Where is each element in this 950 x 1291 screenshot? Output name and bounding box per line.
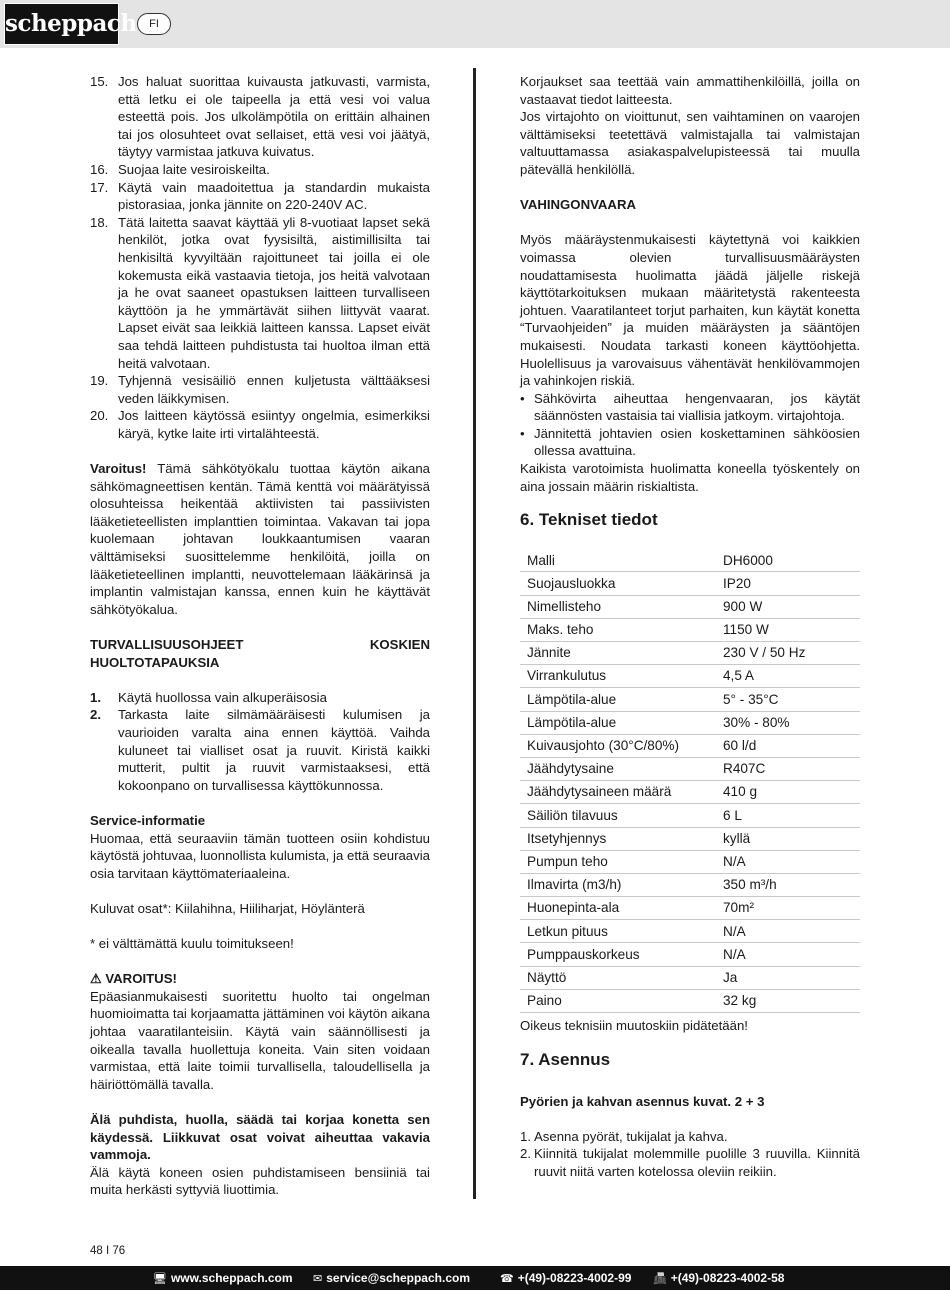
list-item: • Jännitettä johtavien osien koskettaminen sähköosien ollessa avattuina.	[520, 425, 860, 460]
spec-label: Jännite	[520, 642, 716, 665]
table-row	[520, 549, 860, 572]
warning-triangle-icon: ⚠	[90, 971, 102, 987]
list-text: Jos laitteen käytössä esiintyy ongelmia, esimerkiksi käryä, kytke laite irti virtalähteestä.	[118, 408, 430, 441]
list-number: 17.	[90, 179, 109, 195]
spec-label: Itsetyhjennys	[520, 827, 716, 850]
spec-label: Malli	[520, 549, 716, 572]
list-text: Kiinnitä tukijalat molemmille puolille 3 ruuvilla. Kiinnitä ruuvit niitä varten kotelossa oleviin reikiin.	[534, 1146, 860, 1179]
list-text: Käytä vain maadoitettua ja standardin mukaista pistorasiaa, jonka jännite on 220-240V AC.	[118, 179, 430, 213]
phone-icon: ☎	[500, 1273, 514, 1285]
spec-label: Virrankulutus	[520, 665, 716, 688]
repair-text: Korjaukset saa teettää vain ammattihenkilöillä, joilla on vastaavat tiedot laitteesta.	[520, 74, 860, 107]
footer-fax[interactable]	[653, 1266, 784, 1291]
spec-value: 30% - 80%	[716, 711, 860, 734]
table-row	[520, 572, 860, 595]
spec-label: Paino	[520, 989, 716, 1012]
table-row	[520, 873, 860, 896]
footer-email-text: service@scheppach.com	[326, 1271, 470, 1285]
spec-value: N/A	[716, 920, 860, 943]
service-info-heading: Service-informatie	[90, 812, 206, 828]
list-item	[520, 1145, 860, 1180]
spec-label: Ilmavirta (m3/h)	[520, 873, 716, 896]
footer-web[interactable]	[153, 1266, 293, 1291]
spec-label: Maks. teho	[520, 618, 716, 641]
footer-fax-text: +(49)-08223-4002-58	[670, 1271, 785, 1285]
spec-value: IP20	[716, 572, 860, 595]
warning2-heading-text: VAROITUS!	[105, 971, 177, 987]
table-row	[520, 711, 860, 734]
spec-label: Nimellisteho	[520, 595, 716, 618]
table-row	[520, 804, 860, 827]
list-number: 1.	[90, 689, 101, 705]
spec-value: 900 W	[716, 595, 860, 618]
table-row	[520, 920, 860, 943]
right-column	[520, 73, 860, 1181]
table-row	[520, 642, 860, 665]
list-item	[520, 1128, 860, 1146]
cord-text: Jos virtajohto on vioittunut, sen vaihtaminen on vaarojen välttämiseksi teetettävä valmistajalla tai valmistajan valtuuttamassa asiakaspalvelupisteessä tai muulla pätevällä henkilöllä.	[520, 109, 860, 177]
spec-label: Säiliön tilavuus	[520, 804, 716, 827]
tech-note: Oikeus teknisiin muutoskiin pidätetään!	[520, 1018, 748, 1033]
spec-value: DH6000	[716, 549, 860, 572]
spec-value: N/A	[716, 850, 860, 873]
list-number: 2.	[90, 707, 101, 723]
table-row	[520, 897, 860, 920]
table-row	[520, 966, 860, 989]
service-list	[90, 689, 430, 795]
list-item	[90, 689, 430, 707]
service-safety-heading: TURVALLISUUSOHJEET KOSKIEN HUOLTOTAPAUKSIA	[90, 637, 430, 670]
bold-warning: Älä puhdista, huolla, säädä tai korjaa konetta sen käydessä. Liikkuvat osat voivat aiheuttaa vakavia vammoja.	[90, 1112, 430, 1163]
spec-value: Ja	[716, 966, 860, 989]
list-text: Jos haluat suorittaa kuivausta jatkuvasti, varmista, että letku ei ole taipeella ja että vesi voi valua esteettä pois. Jos ulkolämpötila on erittäin alhainen tai jos olosuhteet ovat sellaiset, että vesi voi jäätyä, täytyy varmistaa jatkuva kuivatus.	[118, 74, 430, 160]
list-number: 19.	[90, 373, 109, 389]
spec-value: 5° - 35°C	[716, 688, 860, 711]
warning-label: Varoitus!	[90, 461, 147, 477]
spec-label: Pumpun teho	[520, 850, 716, 873]
page-footer	[0, 1266, 950, 1290]
page-header	[0, 0, 950, 48]
table-row	[520, 665, 860, 688]
page-number: 48 I 76	[90, 1245, 126, 1257]
list-item	[90, 179, 430, 214]
spec-value: 350 m³/h	[716, 873, 860, 896]
spec-value: 230 V / 50 Hz	[716, 642, 860, 665]
table-row	[520, 757, 860, 780]
table-row	[520, 688, 860, 711]
table-row	[520, 618, 860, 641]
spec-value: kyllä	[716, 827, 860, 850]
footer-phone[interactable]	[500, 1266, 631, 1291]
footer-web-text: www.scheppach.com	[170, 1271, 293, 1285]
wear-parts: Kuluvat osat*: Kiilahihna, Hiiliharjat, Höylänterä	[90, 900, 365, 916]
footnote: * ei välttämättä kuulu toimitukseen!	[90, 936, 294, 952]
list-number: 20.	[90, 408, 109, 424]
petrol-warning: Älä käytä koneen osien puhdistamiseen bensiiniä tai muita herkästi syttyviä liuottimia.	[90, 1164, 430, 1198]
table-row	[520, 850, 860, 873]
assembly-steps	[520, 1128, 860, 1181]
spec-label: Letkun pituus	[520, 920, 716, 943]
list-number: 1.	[520, 1128, 531, 1144]
list-number: 18.	[90, 214, 109, 230]
table-row	[520, 595, 860, 618]
tech-table	[520, 549, 860, 1013]
spec-value: 70m²	[716, 897, 860, 920]
warning-text: Tämä sähkötyökalu tuottaa käytön aikana sähkömagneettisen kentän. Tämä kenttä voi määrätyissä olosuhteissa heikentää aktiivisten tai passiivisten lääketieteellisten implanttien toimintaa. Vakavan tai jopa kuolemaan johtavan loukkaantumisen vaaran välttämiseksi suosittelemme henkilöitä, joilla on lääketieteellinen implantti, neuvottelemaan lääkärinsä ja implantin valmistajan kanssa, ennen kuin he käyttävät sähkötyökalua.	[90, 461, 430, 617]
list-item	[90, 372, 430, 407]
spec-value: 32 kg	[716, 989, 860, 1012]
emf-warning	[90, 460, 430, 618]
spec-label: Pumppauskorkeus	[520, 943, 716, 966]
spec-value: 6 L	[716, 804, 860, 827]
warning2-text: Epäasianmukaisesti suoritettu huolto tai ongelman huomioimatta tai korjaamatta jättäminen voi käytön aikana johtaa vaaratilanteisiin. Käytä vain säännöllisesti ja oikealla tavalla huollettuja koneita. Vain siten voidaan varmistaa, että laite toimii turvallisella, taloudellisella ja häiriöttömällä tavalla.	[90, 988, 430, 1092]
language-badge: FI	[137, 13, 171, 35]
envelope-icon: ✉	[313, 1273, 323, 1285]
list-text: Tätä laitetta saavat käyttää yli 8-vuotiaat lapset sekä henkilöt, jotka ovat fyysisiltä, aistimillisilta tai henkisiltä kyvyiltään rajoittuneet tai joilla ei ole kokemusta eikä vastaavia tietoja, jos heitä valvotaan ja he ovat saaneet opastuksen laitteen turvalliseen käyttöön ja he ymmärtävät siihen liittyvät vaarat. Lapset eivät saa leikkiä laitteen kanssa. Lapset eivät saa tehdä laitteen puhdistusta tai huoltoa ilman että heitä valvotaan.	[118, 214, 430, 371]
left-column	[90, 73, 430, 1199]
list-number: 2.	[520, 1146, 531, 1162]
fax-icon: 📠	[653, 1273, 667, 1285]
table-row	[520, 989, 860, 1012]
list-item	[90, 161, 430, 179]
spec-label: Lämpötila-alue	[520, 688, 716, 711]
spec-value: 1150 W	[716, 618, 860, 641]
danger-heading: VAHINGONVAARA	[520, 197, 637, 213]
spec-value: R407C	[716, 757, 860, 780]
danger-bullets	[520, 390, 860, 460]
warning2-heading	[90, 970, 430, 988]
assembly-heading: 7. Asennus	[520, 1049, 611, 1069]
footer-email[interactable]	[313, 1266, 470, 1291]
table-row	[520, 943, 860, 966]
table-row	[520, 781, 860, 804]
footer-phone-text: +(49)-08223-4002-99	[517, 1271, 632, 1285]
service-info-text: Huomaa, että seuraaviin tämän tuotteen osiin kohdistuu käytöstä johtuvaa, luonnollista kulumista, ja että seuraavia osia tarvitaan käyttömateriaaleina.	[90, 830, 430, 881]
spec-label: Näyttö	[520, 966, 716, 989]
list-item	[90, 407, 430, 442]
list-item: • Sähkövirta aiheuttaa hengenvaaran, jos käytät säännösten vastaisia tai viallisia jatkoym. virtajohtoja.	[520, 390, 860, 425]
spec-label: Suojausluokka	[520, 572, 716, 595]
table-row	[520, 734, 860, 757]
wheels-heading: Pyörien ja kahvan asennus kuvat. 2 + 3	[520, 1093, 765, 1109]
spec-value: 60 l/d	[716, 734, 860, 757]
spec-value: N/A	[716, 943, 860, 966]
table-row	[520, 827, 860, 850]
list-text: Käytä huollossa vain alkuperäisosia	[118, 689, 327, 705]
brand-logo: scheppach	[4, 3, 119, 45]
list-text: Tyhjennä vesisäiliö ennen kuljetusta välttääksesi veden läikkymisen.	[118, 373, 430, 406]
spec-label: Huonepinta-ala	[520, 897, 716, 920]
tech-heading: 6. Tekniset tiedot	[520, 510, 658, 530]
danger-text: Myös määräystenmukaisesti käytettynä voi kaikkien voimassa olevien turvallisuusmääräysten noudattamisesta huolimatta jäädä jäljelle riskejä käyttötarkoituksen mukaan määritetystä rakenteesta johtuen. Vaaratilanteet torjut parhaiten, kun käytät konetta “Turvaohjeiden” ja muiden määräysten ja sääntöjen mukaisesti. Noudata tarkasti koneen käyttöohjetta. Huolellisuus ja varovaisuus vähentävät henkilövammojen ja vahinkojen riskiä.	[520, 232, 860, 389]
list-item	[90, 73, 430, 161]
spec-label: Kuivausjohto (30°C/80%)	[520, 734, 716, 757]
spec-label: Lämpötila-alue	[520, 711, 716, 734]
list-number: 15.	[90, 74, 109, 89]
column-divider	[473, 68, 476, 1199]
list-item	[90, 706, 430, 794]
list-number: 16.	[90, 161, 109, 177]
monitor-icon: 🖥	[153, 1273, 167, 1285]
list-item	[90, 214, 430, 372]
list-text: Tarkasta laite silmämääräisesti kulumisen ja vaurioiden varalta aina ennen käyttöä. Vaihda kuluneet tai vialliset osat ja ruuvit. Kiristä kaikki mutterit, pultit ja ruuvit varmistaaksesi, että kokoonpano on turvallisessa käyttökunnossa.	[118, 707, 430, 793]
list-text: Suojaa laite vesiroiskeilta.	[118, 161, 270, 177]
safety-list	[90, 73, 430, 442]
spec-label: Jäähdytysaineen määrä	[520, 781, 716, 804]
spec-value: 4,5 A	[716, 665, 860, 688]
residual-risk-text: Kaikista varotoimista huolimatta koneella työskentely on aina jossain määrin riskialtista.	[520, 461, 860, 494]
spec-value: 410 g	[716, 781, 860, 804]
list-text: Asenna pyörät, tukijalat ja kahva.	[534, 1128, 728, 1144]
spec-label: Jäähdytysaine	[520, 757, 716, 780]
